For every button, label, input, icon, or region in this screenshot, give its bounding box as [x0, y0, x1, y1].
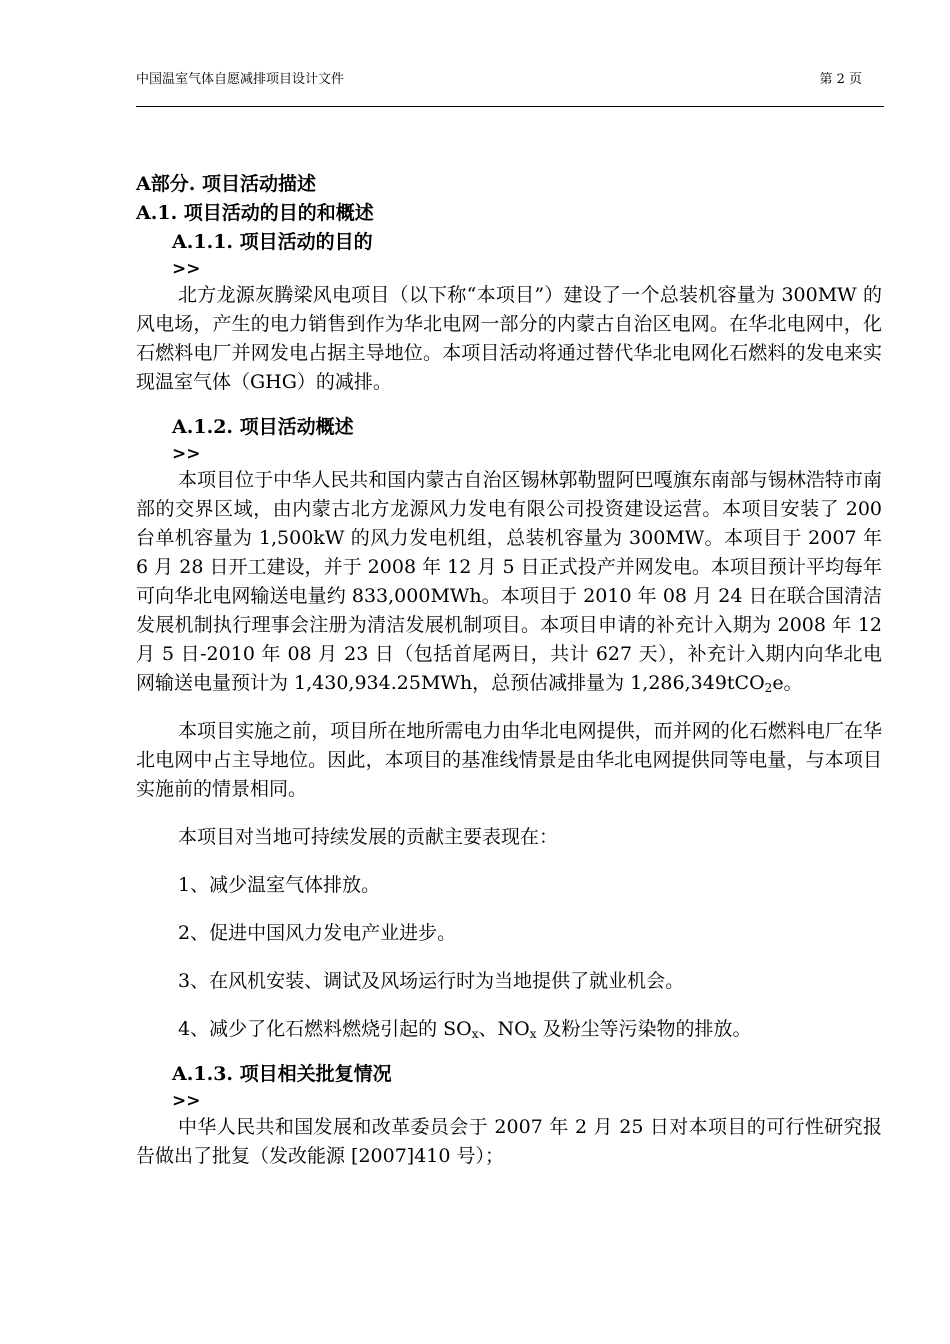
- subsection-a112-heading: A.1.2. 项目活动概述: [172, 416, 354, 438]
- paragraph-tail: e。: [772, 672, 803, 694]
- a112-paragraph-3: 本项目对当地可持续发展的贡献主要表现在：: [178, 826, 559, 848]
- list-item-3: 3、在风机安装、调试及风场运行时为当地提供了就业机会。: [178, 970, 685, 992]
- subsection-a113-heading: A.1.3. 项目相关批复情况: [172, 1063, 392, 1085]
- a113-paragraph: 中华人民共和国发展和改革委员会于 2007 年 2 月 25 日对本项目的可行性研究报告做出了批复（发改能源 [2007]410 号）；: [136, 1116, 882, 1167]
- document-body: [136, 170, 882, 1171]
- document-title: 中国温室气体自愿减排项目设计文件: [136, 72, 345, 87]
- answer-marker: >>: [172, 1091, 201, 1111]
- subscript: x: [471, 1027, 479, 1041]
- page-number: 第 2 页: [819, 72, 862, 87]
- part-title: A部分. 项目活动描述: [136, 173, 316, 195]
- subscript: x: [529, 1027, 537, 1041]
- a112-paragraph-2: 本项目实施之前，项目所在地所需电力由华北电网提供，而并网的化石燃料电厂在华北电网中占主导地位。因此，本项目的基准线情景是由华北电网提供同等电量，与本项目实施前的情景相同。: [136, 720, 882, 800]
- list-text: 4、减少了化石燃料燃烧引起的 SO: [178, 1018, 472, 1040]
- list-item-4: [136, 1015, 882, 1044]
- list-text: 、NO: [478, 1018, 530, 1040]
- paragraph-text: 本项目位于中华人民共和国内蒙古自治区锡林郭勒盟阿巴嘎旗东南部与锡林浩特市南部的交界区域，由内蒙古北方龙源风力发电有限公司投资建设运营。本项目安装了 200 台单机容量为 1,500kW 的风力发电机组，总装机容量为 300MW。本项目于 2007 年 6 月 28 日开工建设，并于 2008 年 12 月 5 日正式投产并网发电。本项目预计平均每年可向华北电网输送电量约 833,000MWh。本项目于 2010 年 08 月 24 日在联合国清洁发展机制执行理事会注册为清洁发展机制项目。本项目申请的补充计入期为 2008 年 12 月 5 日-2010 年 08 月 23 日（包括首尾两日，共计 627 天），补充计入期内向华北电网输送电量预计为 1,430,934.25MWh，总预估减排量为 1,286,349tCO: [136, 469, 882, 694]
- a111-paragraph: 北方龙源灰腾梁风电项目（以下称“本项目”）建设了一个总装机容量为 300MW 的风电场，产生的电力销售到作为华北电网一部分的内蒙古自治区电网。在华北电网中，化石燃料电厂并网发电占据主导地位。本项目活动将通过替代华北电网化石燃料的发电来实现温室气体（GHG）的减排。: [136, 284, 882, 393]
- answer-marker: >>: [172, 444, 201, 464]
- subsection-a111-heading: A.1.1. 项目活动的目的: [172, 231, 373, 253]
- a112-paragraph-1: [136, 466, 882, 698]
- subscript: 2: [764, 681, 773, 695]
- list-item-2: 2、促进中国风力发电产业进步。: [178, 922, 457, 944]
- list-item-1: 1、减少温室气体排放。: [178, 874, 381, 896]
- page-header: [136, 64, 884, 107]
- answer-marker: >>: [172, 259, 201, 279]
- section-title: A.1. 项目活动的目的和概述: [136, 202, 374, 224]
- list-text: 及粉尘等污染物的排放。: [536, 1018, 752, 1040]
